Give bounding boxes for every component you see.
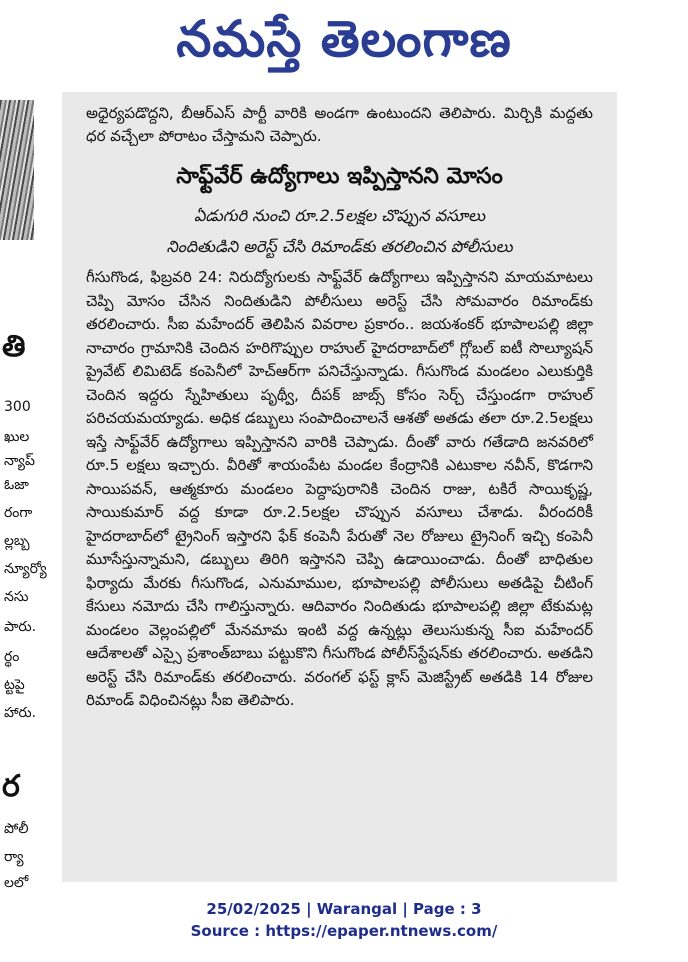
fragment-line: ర్యా xyxy=(4,849,24,865)
fragment-line: ట్టపై xyxy=(4,677,25,693)
article-headline: సాఫ్ట్‌వేర్ ఉద్యోగాలు ఇప్పిస్తానని మోసం xyxy=(176,164,503,189)
fragment-line: పారు. xyxy=(4,619,37,635)
adjacent-article-fragment xyxy=(0,100,47,891)
fragment-heading-bottom: ర xyxy=(2,769,20,804)
fragment-line: లలో xyxy=(4,875,29,891)
fragment-line: ల్లబ్బ xyxy=(4,533,30,549)
fragment-line: నసు xyxy=(4,589,29,605)
fragment-line: హారు. xyxy=(4,705,37,721)
source-link[interactable]: Source : https://epaper.ntnews.com/ xyxy=(190,922,498,940)
news-article xyxy=(62,92,617,882)
article-body: గీసుగొండ, ఫిబ్రవరి 24: నిరుద్యోగులకు సాఫ్ట్‌వేర్ ఉద్యోగాలు ఇప్పిస్తానని మాయమాటలు చెప్పి మోసం చేసిన నిందితుడిని పోలీసులు అరెస్ట్ చేసి సోమవారం రిమాండ్‌కు తరలించారు. సీఐ మహేందర్ తెలిపిన వివరాల ప్రకారం.. జయశంకర్ భూపాలపల్లి జిల్లా నాచారం గ్రామానికి చెందిన హరిగొప్పుల రాహుల్ హైదరాబాద్‌లో గ్లోబల్ ఐటీ సొల్యూషన్ ప్రైవేట్ లిమిటెడ్ కంపెనీలో హెచ్ఆర్‌గా పనిచేస్తున్నాడు. గీసుగొండ మండలం ఎలుకుర్తికి చెందిన ఇద్దరు స్నేహితులు పృథ్వీ, దీపక్ జాబ్స్ కోసం సెర్చ్ చేస్తుండగా రాహుల్ పరిచయమయ్యాడు. అధిక డబ్బులు సంపాదించాలనే ఆశతో అతడు తలా రూ.2.5లక్షలు ఇస్తే సాఫ్ట్‌వేర్ ఉద్యోగాలు ఇప్పిస్తానని వారికి చెప్పాడు. దీంతో వారు గతేడాది జనవరిలో రూ.5 లక్షలు ఇచ్చారు. వీరితో శాయంపేట మండల కేంద్రానికి ఎటుకాల నవీన్, కొడగాని సాయిపవన్, ఆత్మకూరు మండలం పెద్దాపురానికి చెందిన రాజు, టకిరే సాయికృష్ణ, సాయికుమార్ వద్ద కూడా రూ.2.5లక్షల చొప్పున వసూలు చేశాడు. వీరందరికీ హైదరాబాద్‌లో ట్రైనింగ్ ఇస్తారని ఫేక్ కంపెనీ పేరుతో నెల రోజులు ట్రైనింగ్ ఇచ్చి కంపెనీ మూసేస్తున్నామని, డబ్బులు తిరిగి ఇస్తానని చెప్పి ఉడాయించాడు. దీంతో బాధితుల ఫిర్యాదు మేరకు గీసుగొండ, ఎనుమాముల, భూపాలపల్లి పోలీసులు అతడిపై చీటింగ్ కేసులు నమోదు చేసి గాలిస్తున్నారు. ఆదివారం నిందితుడు భూపాలపల్లి జిల్లా టేకుమట్ల మండలం వెల్లంపల్లిలో మేనమామ ఇంటి వద్ద ఉన్నట్లు తెలుసుకున్న సీఐ మహేందర్ ఆదేశాలతో ఎస్సై ప్రశాంత్‌బాబు పట్టుకొని గీసుగొండ పోలీస్‌స్టేషన్‌కు తరలించారు. అతడిని అరెస్ట్ చేసి రిమాండ్‌కు తరలించారు. వరంగల్ ఫస్ట్ క్లాస్ మెజిస్ట్రేట్ అతడికి 14 రోజుల రిమాండ్ విధించినట్లు సీఐ తెలిపారు. xyxy=(86,268,593,709)
fragment-line: పోలీ xyxy=(4,821,29,837)
fragment-line: ఖుల xyxy=(4,429,30,445)
adjacent-photo xyxy=(0,100,34,240)
fragment-line: 300 xyxy=(4,399,31,415)
masthead-title: నమస్తే తెలంగాణ xyxy=(176,10,512,68)
edition-info: 25/02/2025 | Warangal | Page : 3 xyxy=(206,900,482,918)
fragment-heading-top: తి xyxy=(2,329,26,364)
previous-article-ending: అధైర్యపడొద్దని, బీఆర్ఎస్ పార్టీ వారికి అండగా ఉంటుందని తెలిపారు. మిర్చికి మద్దతు ధర వచ్చేలా పోరాటం చేస్తామని చెప్పారు. xyxy=(86,104,593,145)
fragment-line: ఓజా xyxy=(4,477,29,493)
fragment-line: న్యూర్యో xyxy=(4,561,47,577)
fragment-line: ర్థం xyxy=(4,649,20,665)
article-subhead: ఏడుగురి నుంచి రూ.2.5లక్షల చొప్పున వసూలు xyxy=(193,206,486,225)
fragment-line: రంగా xyxy=(4,505,33,521)
article-subhead: నిందితుడిని అరెస్ట్ చేసి రిమాండ్‌కు తరలించిన పోలీసులు xyxy=(166,237,513,256)
fragment-line: న్యాప్ xyxy=(4,453,35,469)
